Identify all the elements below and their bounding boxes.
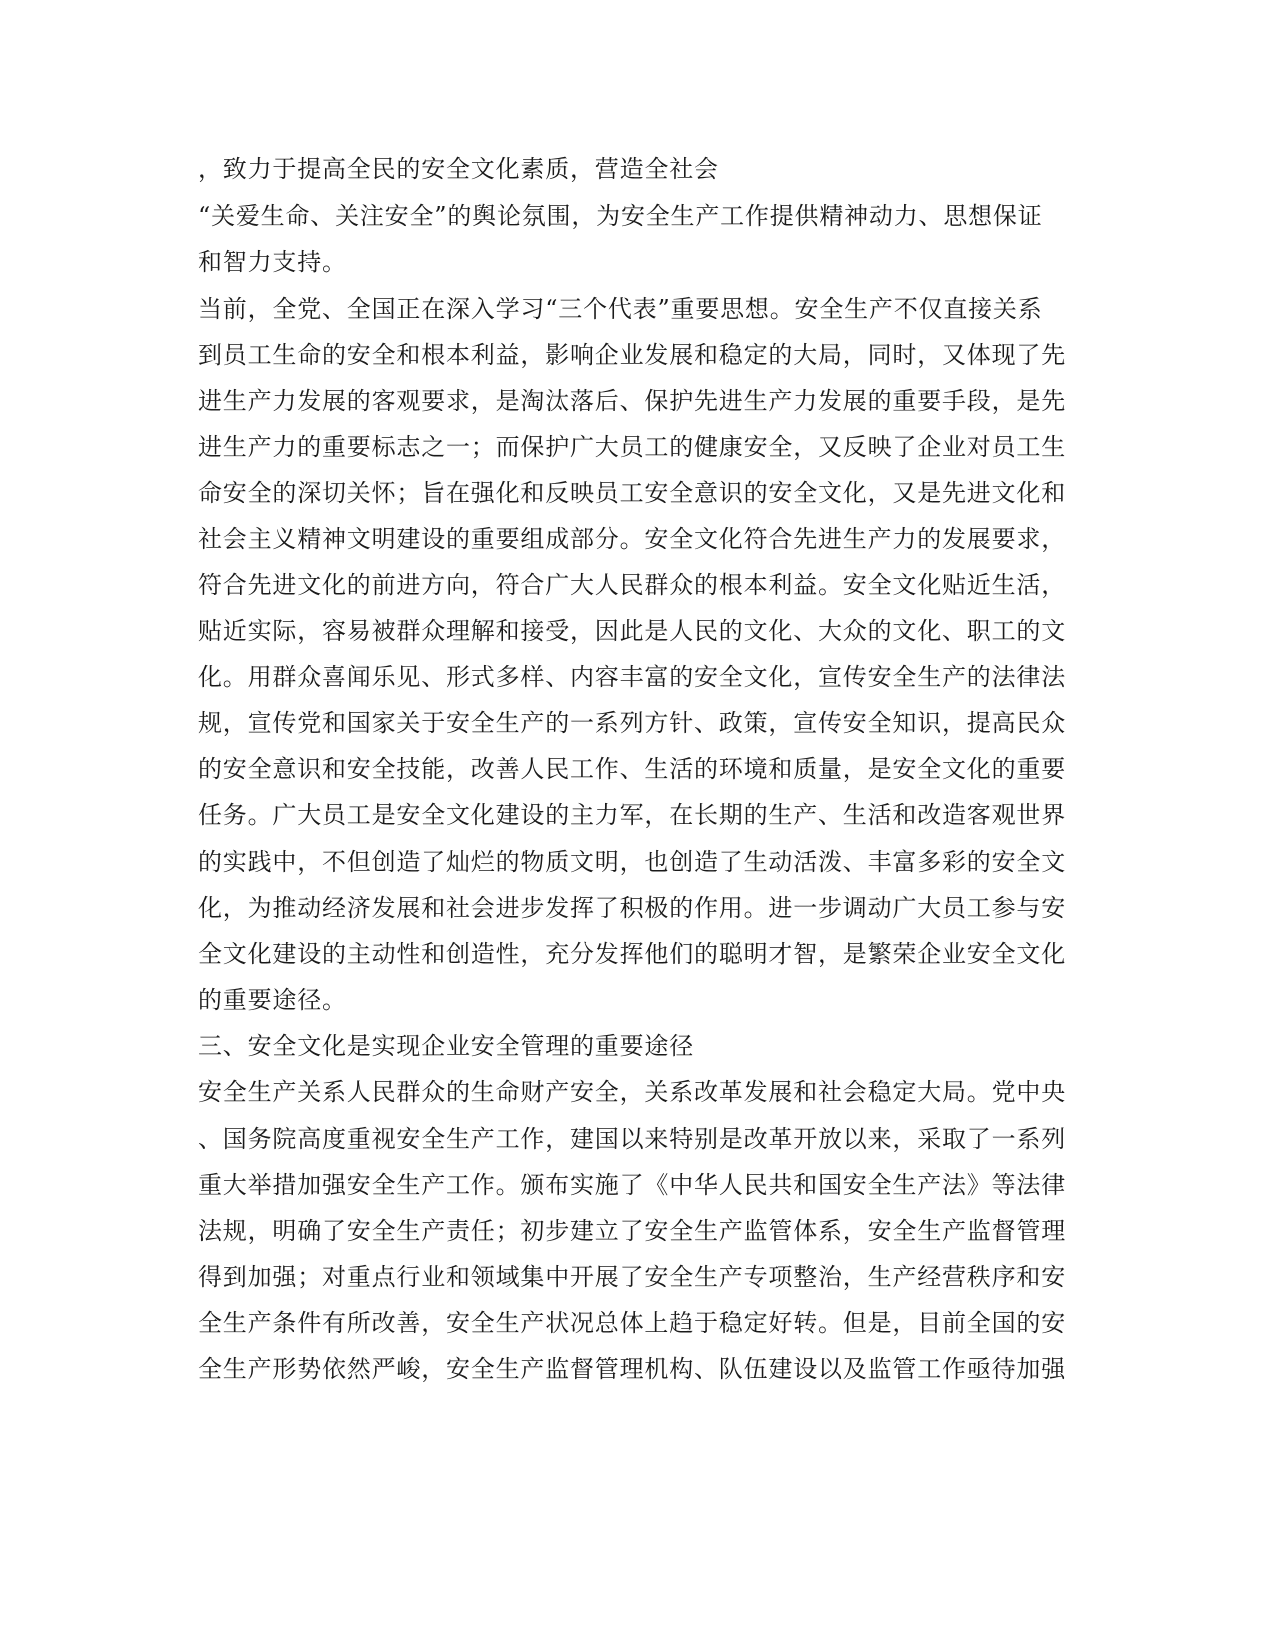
section-heading: 三、安全文化是实现企业安全管理的重要途径 xyxy=(198,1032,694,1060)
text-line: 社会主义精神文明建设的重要组成部分。安全文化符合先进生产力的发展要求， xyxy=(198,525,1066,553)
text-line: 全文化建设的主动性和创造性，充分发挥他们的聪明才智，是繁荣企业安全文化 xyxy=(198,940,1066,968)
text-line: 全生产形势依然严峻，安全生产监督管理机构、队伍建设以及监管工作亟待加强 xyxy=(198,1355,1066,1383)
text-line: 化。用群众喜闻乐见、形式多样、内容丰富的安全文化，宣传安全生产的法律法 xyxy=(198,663,1066,691)
text-line: 符合先进文化的前进方向，符合广大人民群众的根本利益。安全文化贴近生活， xyxy=(198,571,1066,599)
text-line: 的安全意识和安全技能，改善人民工作、生活的环境和质量，是安全文化的重要 xyxy=(198,755,1066,783)
text-line: 进生产力的重要标志之一；而保护广大员工的健康安全，又反映了企业对员工生 xyxy=(198,433,1066,461)
text-line: 规，宣传党和国家关于安全生产的一系列方针、政策，宣传安全知识，提高民众 xyxy=(198,709,1066,737)
text-line: 、国务院高度重视安全生产工作，建国以来特别是改革开放以来，采取了一系列 xyxy=(198,1125,1066,1153)
text-line: “关爱生命、关注安全”的舆论氛围，为安全生产工作提供精神动力、思想保证 xyxy=(198,202,1043,230)
text-line: 进生产力发展的客观要求，是淘汰落后、保护先进生产力发展的重要手段，是先 xyxy=(198,387,1066,415)
paragraph-start-line: 安全生产关系人民群众的生命财产安全，关系改革发展和社会稳定大局。党中央 xyxy=(198,1078,1066,1106)
text-line: 命安全的深切关怀；旨在强化和反映员工安全意识的安全文化，又是先进文化和 xyxy=(198,479,1066,507)
text-line: 的实践中，不但创造了灿烂的物质文明，也创造了生动活泼、丰富多彩的安全文 xyxy=(198,848,1066,876)
paragraph-start-line: 当前，全党、全国正在深入学习“三个代表”重要思想。安全生产不仅直接关系 xyxy=(198,295,1043,323)
text-line: 到员工生命的安全和根本利益，影响企业发展和稳定的大局，同时，又体现了先 xyxy=(198,341,1066,369)
text-line: 任务。广大员工是安全文化建设的主力军，在长期的生产、生活和改造客观世界 xyxy=(198,801,1066,829)
text-line: 贴近实际，容易被群众理解和接受，因此是人民的文化、大众的文化、职工的文 xyxy=(198,617,1066,645)
text-line: 法规，明确了安全生产责任；初步建立了安全生产监管体系，安全生产监督管理 xyxy=(198,1217,1066,1245)
text-line: 化，为推动经济发展和社会进步发挥了积极的作用。进一步调动广大员工参与安 xyxy=(198,894,1066,922)
text-line: 重大举措加强安全生产工作。颁布实施了《中华人民共和国安全生产法》等法律 xyxy=(198,1171,1066,1199)
text-line: 和智力支持。 xyxy=(198,248,347,276)
text-line: 得到加强；对重点行业和领域集中开展了安全生产专项整治，生产经营秩序和安 xyxy=(198,1263,1066,1291)
text-line: 的重要途径。 xyxy=(198,986,347,1014)
text-line: 全生产条件有所改善，安全生产状况总体上趋于稳定好转。但是，目前全国的安 xyxy=(198,1309,1066,1337)
text-line: ，致力于提高全民的安全文化素质，营造全社会 xyxy=(198,155,719,183)
